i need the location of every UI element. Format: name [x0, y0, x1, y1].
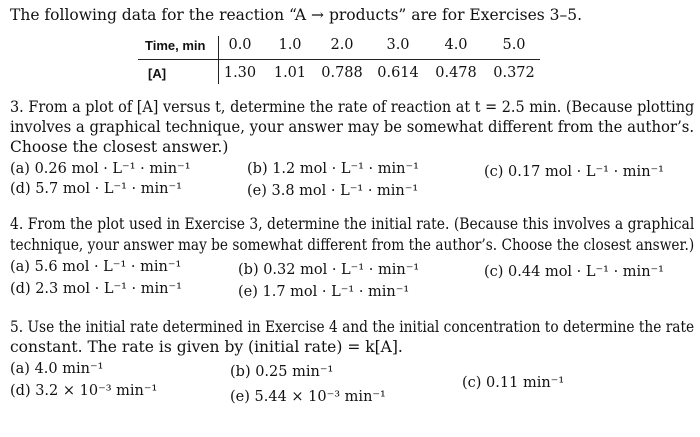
- exercise-3-option-e: (e) 3.8 mol · L⁻¹ · min⁻¹: [247, 183, 419, 199]
- exercise-5-option-c: (c) 0.11 min⁻¹: [462, 375, 565, 391]
- conc-cell: 0.614: [377, 65, 419, 81]
- exercise-5-line: constant. The rate is given by (initial rate) = k[A].: [10, 338, 403, 356]
- time-cell: 3.0: [386, 37, 410, 53]
- exercise-4-option-c: (c) 0.44 mol · L⁻¹ · min⁻¹: [484, 264, 664, 280]
- time-cell: 4.0: [444, 37, 468, 53]
- conc-cell: 0.478: [435, 65, 477, 81]
- exercise-4-option-e: (e) 1.7 mol · L⁻¹ · min⁻¹: [238, 284, 410, 300]
- conc-cell: 1.01: [273, 65, 307, 81]
- time-cell: 5.0: [502, 37, 526, 53]
- time-cell: 0.0: [228, 37, 252, 53]
- exercise-4-option-b: (b) 0.32 mol · L⁻¹ · min⁻¹: [238, 262, 420, 278]
- exercise-4-option-d: (d) 2.3 mol · L⁻¹ · min⁻¹: [10, 281, 182, 297]
- conc-header: [A]: [148, 66, 167, 81]
- exercise-4-option-a: (a) 5.6 mol · L⁻¹ · min⁻¹: [10, 259, 182, 275]
- exercise-5-option-b: (b) 0.25 min⁻¹: [230, 364, 334, 380]
- conc-cell: 0.372: [493, 65, 535, 81]
- exercise-3-option-a: (a) 0.26 mol · L⁻¹ · min⁻¹: [10, 161, 191, 177]
- exercise-5-option-e: (e) 5.44 × 10⁻³ min⁻¹: [230, 389, 386, 405]
- table-horizontal-rule: [138, 59, 540, 60]
- exercise-3-option-c: (c) 0.17 mol · L⁻¹ · min⁻¹: [484, 164, 664, 180]
- conc-cell: 0.788: [321, 65, 363, 81]
- exercise-3-line: 3. From a plot of [A] versus t, determine the rate of reaction at t = 2.5 min. (Because plotting: [10, 98, 695, 116]
- exercise-3-option-d: (d) 5.7 mol · L⁻¹ · min⁻¹: [10, 181, 182, 197]
- exercise-5-option-d: (d) 3.2 × 10⁻³ min⁻¹: [10, 383, 158, 399]
- time-cell: 2.0: [330, 37, 354, 53]
- time-header: Time, min: [145, 38, 206, 53]
- exercise-3-option-b: (b) 1.2 mol · L⁻¹ · min⁻¹: [247, 161, 419, 177]
- exercise-4-line: 4. From the plot used in Exercise 3, determine the initial rate. (Because this involves a graphical: [10, 215, 695, 233]
- exercise-5-option-a: (a) 4.0 min⁻¹: [10, 361, 104, 377]
- exercise-4-line: technique, your answer may be somewhat different from the author’s. Choose the closest answer.): [10, 236, 695, 254]
- intro-text: The following data for the reaction “A → products” are for Exercises 3–5.: [10, 6, 583, 24]
- exercise-3-line: Choose the closest answer.): [10, 138, 229, 156]
- exercise-5-line: 5. Use the initial rate determined in Exercise 4 and the initial concentration to determine the rate: [10, 318, 695, 336]
- time-cell: 1.0: [278, 37, 302, 53]
- conc-cell: 1.30: [223, 65, 257, 81]
- exercise-3-line: involves a graphical technique, your answer may be somewhat different from the author’s.: [10, 118, 695, 136]
